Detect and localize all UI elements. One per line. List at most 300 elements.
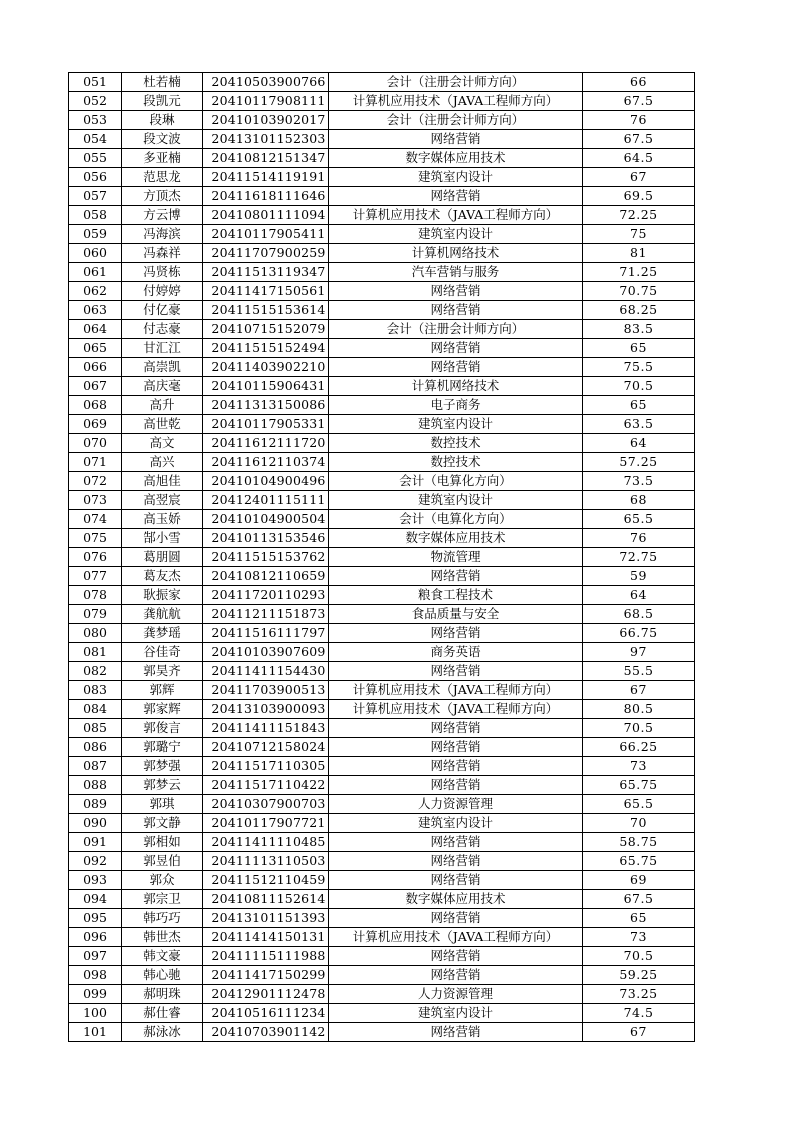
- table-row: [69, 681, 695, 700]
- row-number-cell: 065: [69, 339, 122, 358]
- exam-id-cell: 20410812110659: [203, 567, 329, 586]
- row-number-cell: 083: [69, 681, 122, 700]
- major-cell: 网络营销: [329, 130, 583, 149]
- row-number-cell: 074: [69, 510, 122, 529]
- row-number-cell: 087: [69, 757, 122, 776]
- exam-id-cell: 20410117905411: [203, 225, 329, 244]
- exam-id-cell: 20410103902017: [203, 111, 329, 130]
- student-name-cell: 高文: [122, 434, 203, 453]
- row-number-cell: 084: [69, 700, 122, 719]
- table-row: [69, 415, 695, 434]
- student-name-cell: 段文波: [122, 130, 203, 149]
- student-name-cell: 冯贤栋: [122, 263, 203, 282]
- exam-id-cell: 20410516111234: [203, 1004, 329, 1023]
- major-cell: 数控技术: [329, 453, 583, 472]
- major-cell: 网络营销: [329, 187, 583, 206]
- major-cell: 网络营销: [329, 567, 583, 586]
- row-number-cell: 061: [69, 263, 122, 282]
- score-cell: 69.5: [583, 187, 695, 206]
- row-number-cell: 069: [69, 415, 122, 434]
- table-row: [69, 985, 695, 1004]
- student-name-cell: 段凯元: [122, 92, 203, 111]
- table-row: [69, 605, 695, 624]
- major-cell: 网络营销: [329, 358, 583, 377]
- row-number-cell: 055: [69, 149, 122, 168]
- exam-id-cell: 20410113153546: [203, 529, 329, 548]
- row-number-cell: 078: [69, 586, 122, 605]
- row-number-cell: 096: [69, 928, 122, 947]
- exam-id-cell: 20410103907609: [203, 643, 329, 662]
- table-row: [69, 757, 695, 776]
- row-number-cell: 098: [69, 966, 122, 985]
- row-number-cell: 062: [69, 282, 122, 301]
- student-name-cell: 高玉娇: [122, 510, 203, 529]
- exam-id-cell: 20410812151347: [203, 149, 329, 168]
- student-name-cell: 多亚楠: [122, 149, 203, 168]
- score-cell: 75: [583, 225, 695, 244]
- score-cell: 76: [583, 111, 695, 130]
- major-cell: 会计（注册会计师方向）: [329, 320, 583, 339]
- table-row: [69, 320, 695, 339]
- major-cell: 网络营销: [329, 624, 583, 643]
- score-cell: 67.5: [583, 890, 695, 909]
- major-cell: 计算机应用技术（JAVA工程师方向）: [329, 206, 583, 225]
- major-cell: 建筑室内设计: [329, 1004, 583, 1023]
- row-number-cell: 099: [69, 985, 122, 1004]
- major-cell: 食品质量与安全: [329, 605, 583, 624]
- major-cell: 网络营销: [329, 871, 583, 890]
- exam-id-cell: 20411720110293: [203, 586, 329, 605]
- major-cell: 网络营销: [329, 662, 583, 681]
- student-name-cell: 葛朋圆: [122, 548, 203, 567]
- score-cell: 65.5: [583, 795, 695, 814]
- student-name-cell: 韩文豪: [122, 947, 203, 966]
- student-name-cell: 龚航航: [122, 605, 203, 624]
- score-cell: 68.5: [583, 605, 695, 624]
- score-cell: 57.25: [583, 453, 695, 472]
- major-cell: 数控技术: [329, 434, 583, 453]
- exam-id-cell: 20410117905331: [203, 415, 329, 434]
- row-number-cell: 094: [69, 890, 122, 909]
- row-number-cell: 060: [69, 244, 122, 263]
- table-row: [69, 624, 695, 643]
- exam-id-cell: 20410811152614: [203, 890, 329, 909]
- score-cell: 64.5: [583, 149, 695, 168]
- major-cell: 会计（电算化方向）: [329, 472, 583, 491]
- major-cell: 数字媒体应用技术: [329, 529, 583, 548]
- row-number-cell: 101: [69, 1023, 122, 1042]
- student-name-cell: 高兴: [122, 453, 203, 472]
- row-number-cell: 073: [69, 491, 122, 510]
- exam-id-cell: 20411417150561: [203, 282, 329, 301]
- student-name-cell: 郭昊齐: [122, 662, 203, 681]
- row-number-cell: 092: [69, 852, 122, 871]
- major-cell: 网络营销: [329, 738, 583, 757]
- exam-id-cell: 20410503900766: [203, 73, 329, 92]
- table-row: [69, 890, 695, 909]
- score-cell: 70.75: [583, 282, 695, 301]
- student-name-cell: 谷佳奇: [122, 643, 203, 662]
- table-row: [69, 662, 695, 681]
- exam-id-cell: 20411211151873: [203, 605, 329, 624]
- table-row: [69, 567, 695, 586]
- student-name-cell: 付亿豪: [122, 301, 203, 320]
- table-row: [69, 130, 695, 149]
- row-number-cell: 051: [69, 73, 122, 92]
- student-name-cell: 郭琪: [122, 795, 203, 814]
- table-row: [69, 814, 695, 833]
- exam-id-cell: 20410307900703: [203, 795, 329, 814]
- score-cell: 97: [583, 643, 695, 662]
- major-cell: 建筑室内设计: [329, 168, 583, 187]
- student-name-cell: 杜若楠: [122, 73, 203, 92]
- score-cell: 75.5: [583, 358, 695, 377]
- row-number-cell: 053: [69, 111, 122, 130]
- student-name-cell: 郭众: [122, 871, 203, 890]
- major-cell: 人力资源管理: [329, 795, 583, 814]
- row-number-cell: 082: [69, 662, 122, 681]
- table-row: [69, 852, 695, 871]
- student-name-cell: 郝泳冰: [122, 1023, 203, 1042]
- major-cell: 电子商务: [329, 396, 583, 415]
- table-row: [69, 168, 695, 187]
- table-row: [69, 909, 695, 928]
- student-name-cell: 郭俊言: [122, 719, 203, 738]
- score-cell: 65.75: [583, 852, 695, 871]
- score-cell: 58.75: [583, 833, 695, 852]
- exam-id-cell: 20411517110305: [203, 757, 329, 776]
- table-row: [69, 111, 695, 130]
- table-row: [69, 225, 695, 244]
- major-cell: 网络营销: [329, 339, 583, 358]
- table-row: [69, 700, 695, 719]
- score-cell: 70.5: [583, 377, 695, 396]
- score-cell: 67.5: [583, 130, 695, 149]
- exam-id-cell: 20411411151843: [203, 719, 329, 738]
- student-name-cell: 郭家辉: [122, 700, 203, 719]
- major-cell: 网络营销: [329, 301, 583, 320]
- score-cell: 72.25: [583, 206, 695, 225]
- student-name-cell: 郭梦强: [122, 757, 203, 776]
- table-row: [69, 738, 695, 757]
- student-name-cell: 冯海滨: [122, 225, 203, 244]
- major-cell: 网络营销: [329, 947, 583, 966]
- score-cell: 68.25: [583, 301, 695, 320]
- score-cell: 80.5: [583, 700, 695, 719]
- score-cell: 83.5: [583, 320, 695, 339]
- major-cell: 网络营销: [329, 776, 583, 795]
- score-cell: 72.75: [583, 548, 695, 567]
- exam-id-cell: 20411414150131: [203, 928, 329, 947]
- score-cell: 81: [583, 244, 695, 263]
- score-cell: 67.5: [583, 92, 695, 111]
- score-cell: 64: [583, 434, 695, 453]
- row-number-cell: 090: [69, 814, 122, 833]
- row-number-cell: 064: [69, 320, 122, 339]
- row-number-cell: 076: [69, 548, 122, 567]
- table-row: [69, 795, 695, 814]
- major-cell: 网络营销: [329, 966, 583, 985]
- exam-id-cell: 20411517110422: [203, 776, 329, 795]
- score-cell: 65: [583, 396, 695, 415]
- student-name-cell: 耿振家: [122, 586, 203, 605]
- score-cell: 73.25: [583, 985, 695, 1004]
- score-cell: 67: [583, 681, 695, 700]
- student-name-cell: 葛友杰: [122, 567, 203, 586]
- score-cell: 59.25: [583, 966, 695, 985]
- exam-id-cell: 20411513119347: [203, 263, 329, 282]
- table-row: [69, 1004, 695, 1023]
- exam-id-cell: 20412401115111: [203, 491, 329, 510]
- major-cell: 商务英语: [329, 643, 583, 662]
- table-row: [69, 206, 695, 225]
- exam-id-cell: 20411417150299: [203, 966, 329, 985]
- table-row: [69, 73, 695, 92]
- row-number-cell: 071: [69, 453, 122, 472]
- table-row: [69, 947, 695, 966]
- exam-id-cell: 20410712158024: [203, 738, 329, 757]
- score-cell: 55.5: [583, 662, 695, 681]
- student-name-cell: 范思龙: [122, 168, 203, 187]
- student-name-cell: 郭辉: [122, 681, 203, 700]
- score-cell: 65.5: [583, 510, 695, 529]
- exam-id-cell: 20411113110503: [203, 852, 329, 871]
- student-name-cell: 郭梦云: [122, 776, 203, 795]
- score-cell: 73.5: [583, 472, 695, 491]
- score-cell: 68: [583, 491, 695, 510]
- row-number-cell: 059: [69, 225, 122, 244]
- row-number-cell: 072: [69, 472, 122, 491]
- row-number-cell: 097: [69, 947, 122, 966]
- exam-id-cell: 20411516111797: [203, 624, 329, 643]
- row-number-cell: 079: [69, 605, 122, 624]
- row-number-cell: 067: [69, 377, 122, 396]
- exam-id-cell: 20413101151393: [203, 909, 329, 928]
- major-cell: 网络营销: [329, 282, 583, 301]
- score-table-body: [69, 73, 695, 1042]
- student-name-cell: 高世乾: [122, 415, 203, 434]
- major-cell: 建筑室内设计: [329, 814, 583, 833]
- major-cell: 人力资源管理: [329, 985, 583, 1004]
- table-row: [69, 1023, 695, 1042]
- major-cell: 建筑室内设计: [329, 491, 583, 510]
- row-number-cell: 066: [69, 358, 122, 377]
- score-cell: 67: [583, 168, 695, 187]
- row-number-cell: 052: [69, 92, 122, 111]
- student-name-cell: 高升: [122, 396, 203, 415]
- student-name-cell: 段琳: [122, 111, 203, 130]
- exam-id-cell: 20411515153762: [203, 548, 329, 567]
- table-row: [69, 491, 695, 510]
- table-row: [69, 510, 695, 529]
- score-cell: 69: [583, 871, 695, 890]
- student-name-cell: 付婷婷: [122, 282, 203, 301]
- table-row: [69, 263, 695, 282]
- exam-id-cell: 20411707900259: [203, 244, 329, 263]
- major-cell: 网络营销: [329, 1023, 583, 1042]
- table-row: [69, 548, 695, 567]
- score-cell: 67: [583, 1023, 695, 1042]
- major-cell: 会计（电算化方向）: [329, 510, 583, 529]
- exam-id-cell: 20411411154430: [203, 662, 329, 681]
- score-cell: 70.5: [583, 719, 695, 738]
- table-row: [69, 244, 695, 263]
- exam-id-cell: 20410117907721: [203, 814, 329, 833]
- student-name-cell: 高旭佳: [122, 472, 203, 491]
- student-name-cell: 郝明珠: [122, 985, 203, 1004]
- table-row: [69, 339, 695, 358]
- major-cell: 网络营销: [329, 757, 583, 776]
- major-cell: 计算机应用技术（JAVA工程师方向）: [329, 681, 583, 700]
- exam-id-cell: 20411703900513: [203, 681, 329, 700]
- student-name-cell: 郭昱伯: [122, 852, 203, 871]
- table-row: [69, 434, 695, 453]
- score-cell: 59: [583, 567, 695, 586]
- score-cell: 66.25: [583, 738, 695, 757]
- row-number-cell: 068: [69, 396, 122, 415]
- exam-id-cell: 20411115111988: [203, 947, 329, 966]
- major-cell: 计算机应用技术（JAVA工程师方向）: [329, 928, 583, 947]
- major-cell: 网络营销: [329, 909, 583, 928]
- row-number-cell: 080: [69, 624, 122, 643]
- table-row: [69, 586, 695, 605]
- exam-id-cell: 20411514119191: [203, 168, 329, 187]
- exam-id-cell: 20411515153614: [203, 301, 329, 320]
- major-cell: 建筑室内设计: [329, 225, 583, 244]
- exam-id-cell: 20411618111646: [203, 187, 329, 206]
- exam-id-cell: 20413101152303: [203, 130, 329, 149]
- score-cell: 64: [583, 586, 695, 605]
- major-cell: 计算机网络技术: [329, 244, 583, 263]
- score-cell: 65.75: [583, 776, 695, 795]
- row-number-cell: 058: [69, 206, 122, 225]
- exam-id-cell: 20411612111720: [203, 434, 329, 453]
- score-cell: 73: [583, 928, 695, 947]
- exam-id-cell: 20411313150086: [203, 396, 329, 415]
- row-number-cell: 095: [69, 909, 122, 928]
- major-cell: 网络营销: [329, 719, 583, 738]
- row-number-cell: 100: [69, 1004, 122, 1023]
- major-cell: 数字媒体应用技术: [329, 149, 583, 168]
- score-cell: 73: [583, 757, 695, 776]
- table-row: [69, 928, 695, 947]
- student-name-cell: 郭相如: [122, 833, 203, 852]
- student-name-cell: 韩心驰: [122, 966, 203, 985]
- table-row: [69, 301, 695, 320]
- student-name-cell: 冯森祥: [122, 244, 203, 263]
- student-name-cell: 甘汇江: [122, 339, 203, 358]
- major-cell: 数字媒体应用技术: [329, 890, 583, 909]
- table-row: [69, 358, 695, 377]
- major-cell: 会计（注册会计师方向）: [329, 111, 583, 130]
- exam-id-cell: 20411411110485: [203, 833, 329, 852]
- table-row: [69, 833, 695, 852]
- exam-id-cell: 20410117908111: [203, 92, 329, 111]
- score-cell: 66: [583, 73, 695, 92]
- student-name-cell: 郭宗卫: [122, 890, 203, 909]
- exam-id-cell: 20410715152079: [203, 320, 329, 339]
- exam-id-cell: 20410104900496: [203, 472, 329, 491]
- table-row: [69, 149, 695, 168]
- student-name-cell: 方顶杰: [122, 187, 203, 206]
- score-cell: 76: [583, 529, 695, 548]
- row-number-cell: 075: [69, 529, 122, 548]
- score-cell: 63.5: [583, 415, 695, 434]
- row-number-cell: 088: [69, 776, 122, 795]
- table-row: [69, 472, 695, 491]
- table-row: [69, 776, 695, 795]
- student-name-cell: 韩世杰: [122, 928, 203, 947]
- row-number-cell: 093: [69, 871, 122, 890]
- exam-id-cell: 20411515152494: [203, 339, 329, 358]
- score-cell: 65: [583, 909, 695, 928]
- exam-id-cell: 20411512110459: [203, 871, 329, 890]
- major-cell: 网络营销: [329, 852, 583, 871]
- exam-id-cell: 20410115906431: [203, 377, 329, 396]
- student-name-cell: 郜小雪: [122, 529, 203, 548]
- table-row: [69, 396, 695, 415]
- student-name-cell: 郭璐宁: [122, 738, 203, 757]
- row-number-cell: 063: [69, 301, 122, 320]
- major-cell: 汽车营销与服务: [329, 263, 583, 282]
- score-cell: 70.5: [583, 947, 695, 966]
- table-row: [69, 529, 695, 548]
- exam-id-cell: 20410104900504: [203, 510, 329, 529]
- row-number-cell: 081: [69, 643, 122, 662]
- table-row: [69, 643, 695, 662]
- row-number-cell: 070: [69, 434, 122, 453]
- row-number-cell: 057: [69, 187, 122, 206]
- student-name-cell: 高崇凯: [122, 358, 203, 377]
- major-cell: 计算机应用技术（JAVA工程师方向）: [329, 700, 583, 719]
- row-number-cell: 086: [69, 738, 122, 757]
- major-cell: 计算机应用技术（JAVA工程师方向）: [329, 92, 583, 111]
- score-cell: 70: [583, 814, 695, 833]
- table-row: [69, 453, 695, 472]
- student-name-cell: 高庆毫: [122, 377, 203, 396]
- score-cell: 71.25: [583, 263, 695, 282]
- exam-id-cell: 20410801111094: [203, 206, 329, 225]
- table-row: [69, 92, 695, 111]
- table-row: [69, 719, 695, 738]
- table-row: [69, 187, 695, 206]
- exam-id-cell: 20412901112478: [203, 985, 329, 1004]
- exam-id-cell: 20413103900093: [203, 700, 329, 719]
- student-name-cell: 韩巧巧: [122, 909, 203, 928]
- exam-id-cell: 20411612110374: [203, 453, 329, 472]
- major-cell: 网络营销: [329, 833, 583, 852]
- major-cell: 物流管理: [329, 548, 583, 567]
- student-name-cell: 郝仕睿: [122, 1004, 203, 1023]
- row-number-cell: 089: [69, 795, 122, 814]
- score-cell: 66.75: [583, 624, 695, 643]
- row-number-cell: 056: [69, 168, 122, 187]
- major-cell: 粮食工程技术: [329, 586, 583, 605]
- row-number-cell: 077: [69, 567, 122, 586]
- student-name-cell: 付志豪: [122, 320, 203, 339]
- exam-id-cell: 20411403902210: [203, 358, 329, 377]
- student-name-cell: 方云博: [122, 206, 203, 225]
- table-row: [69, 966, 695, 985]
- row-number-cell: 085: [69, 719, 122, 738]
- exam-id-cell: 20410703901142: [203, 1023, 329, 1042]
- table-row: [69, 282, 695, 301]
- major-cell: 计算机网络技术: [329, 377, 583, 396]
- student-name-cell: 郭文静: [122, 814, 203, 833]
- student-name-cell: 高翌宸: [122, 491, 203, 510]
- score-cell: 74.5: [583, 1004, 695, 1023]
- score-table: [68, 72, 695, 1042]
